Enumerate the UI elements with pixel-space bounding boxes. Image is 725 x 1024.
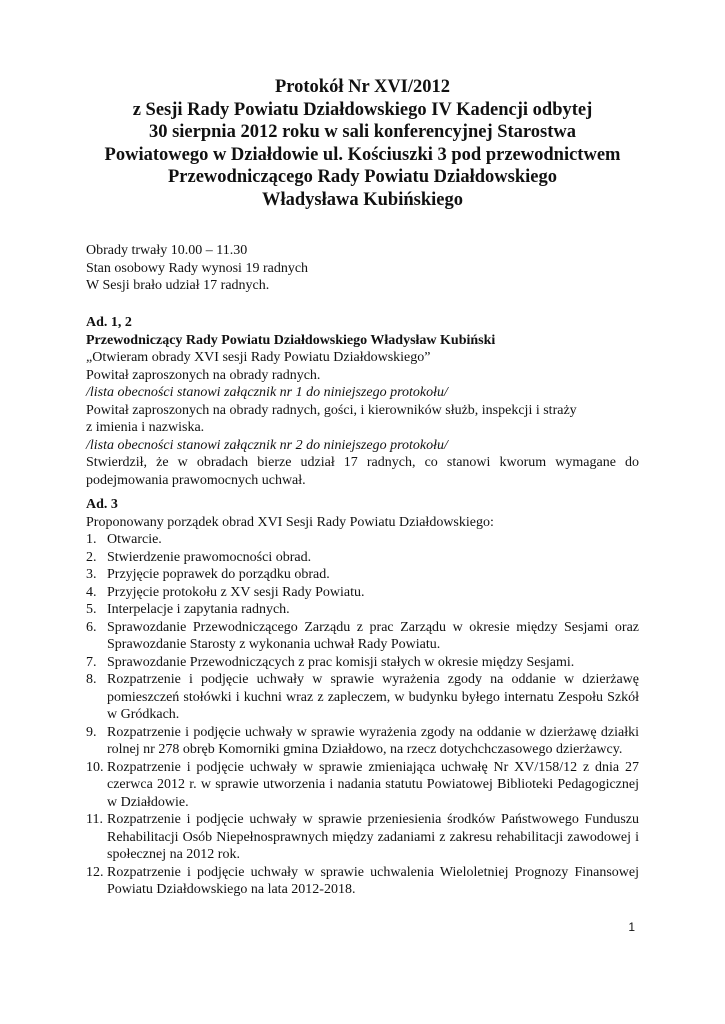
quorum-statement: Stwierdził, że w obradach bierze udział 17 radnych, co stanowi kworum wymagane do podejmowania prawomocnych uchwał.: [86, 455, 639, 488]
attendance-note: /lista obecności stanowi załącznik nr 1 do niniejszego protokołu/: [86, 385, 448, 400]
item-text: Rozpatrzenie i podjęcie uchwały w sprawie wyrażenia zgody na oddanie w dzierżawę pomieszczeń stołówki i kuchni wraz z zapleczem, w budynku byłego internatu Zespołu Szkół w Gródkach.: [107, 672, 639, 722]
list-item: [86, 671, 639, 724]
list-item: [86, 619, 639, 654]
title-line: Władysława Kubińskiego: [262, 189, 463, 210]
item-number: 9.: [86, 724, 97, 740]
session-duration: Obrady trwały 10.00 – 11.30: [86, 243, 248, 258]
greeting-text: z imienia i nazwiska.: [86, 420, 205, 435]
item-number: 4.: [86, 584, 97, 600]
session-attendance: W Sesji brało udział 17 radnych.: [86, 278, 270, 293]
item-number: 5.: [86, 602, 97, 617]
title-line: 30 sierpnia 2012 roku w sali konferencyjnej Starostwa: [148, 122, 577, 142]
item-number: 12.: [86, 864, 104, 880]
item-text: Sprawozdanie Przewodniczących z prac komisji stałych w okresie między Sesjami.: [107, 654, 575, 670]
greeting-text: Powitał zaproszonych na obrady radnych, gości, i kierowników służb, inspekcji i straży: [86, 402, 577, 418]
attendance-note: /lista obecności stanowi załącznik nr 2 do niniejszego protokołu/: [86, 437, 448, 453]
opening-quote: „Otwieram obrady XVI sesji Rady Powiatu Działdowskiego”: [86, 350, 431, 365]
item-number: 11.: [86, 812, 103, 827]
item-number: 3.: [86, 567, 97, 582]
item-text: Rozpatrzenie i podjęcie uchwały w sprawie zmieniająca uchwałę Nr XV/158/12 z dnia 27 czerwca 2012 r. w sprawie utworzenia i nadania statutu Powiatowej Biblioteki Pedagogicznej w Działdowie.: [107, 759, 639, 810]
page-number: 1: [628, 920, 635, 934]
item-text: Stwierdzenie prawomocności obrad.: [107, 549, 312, 565]
agenda-list: [86, 531, 639, 899]
item-number: 6.: [86, 619, 97, 635]
agenda-intro: Proponowany porządek obrad XVI Sesji Rady Powiatu Działdowskiego:: [86, 514, 494, 530]
greeting-text: Powitał zaproszonych na obrady radnych.: [86, 367, 321, 383]
title-line: z Sesji Rady Powiatu Działdowskiego IV Kadencji odbytej: [132, 99, 593, 120]
list-item: [86, 811, 639, 864]
item-number: 10.: [86, 759, 104, 775]
protocol-title: [60, 76, 665, 211]
title-line: Powiatowego w Działdowie ul. Kościuszki 3 pod przewodnictwem: [104, 144, 621, 165]
item-number: 1.: [86, 532, 97, 547]
section-heading: Ad. 1, 2: [86, 315, 132, 330]
session-meta: [86, 242, 639, 295]
item-text: Rozpatrzenie i podjęcie uchwały w sprawie uchwalenia Wieloletniej Prognozy Finansowej Powiatu Działdowskiego na lata 2012-2018.: [107, 864, 639, 897]
list-item: [86, 549, 639, 567]
list-item: [86, 759, 639, 812]
item-text: Sprawozdanie Przewodniczącego Zarządu z prac Zarządu w okresie między Sesjami oraz Sprawozdanie Starosty z wykonania uchwał Rady Powiatu.: [107, 619, 639, 652]
council-staff: Stan osobowy Rady wynosi 19 radnych: [86, 260, 309, 276]
item-number: 7.: [86, 654, 97, 670]
list-item: [86, 566, 639, 584]
title-line: Przewodniczącego Rady Powiatu Działdowskiego: [168, 167, 557, 187]
item-number: 2.: [86, 549, 97, 565]
item-text: Przyjęcie protokołu z XV sesji Rady Powiatu.: [107, 584, 365, 600]
title-line: Protokół Nr XVI/2012: [274, 77, 451, 97]
item-text: Rozpatrzenie i podjęcie uchwały w sprawie przeniesienia środków Państwowego Funduszu Rehabilitacji Osób Niepełnosprawnych między zadaniami z zakresu rehabilitacji zawodowej i społecznej na 2012 rok.: [107, 812, 639, 862]
list-item: [86, 601, 639, 619]
item-text: Przyjęcie poprawek do porządku obrad.: [107, 567, 330, 582]
section-ad-3: [86, 496, 639, 899]
item-number: 8.: [86, 672, 97, 687]
list-item: [86, 584, 639, 602]
item-text: Rozpatrzenie i podjęcie uchwały w sprawie wyrażenia zgody na oddanie w dzierżawę działki rolnej nr 278 obręb Komorniki gmina Działdowo, na rzecz dotychchczasowego dzierżawcy.: [107, 724, 639, 757]
list-item: [86, 724, 639, 759]
section-heading: Ad. 3: [86, 497, 118, 512]
item-text: Otwarcie.: [107, 532, 162, 547]
list-item: [86, 531, 639, 549]
item-text: Interpelacje i zapytania radnych.: [107, 602, 290, 617]
section-ad-1-2: [86, 314, 639, 489]
speaker-name: Przewodniczący Rady Powiatu Działdowskiego Władysław Kubiński: [86, 332, 496, 348]
list-item: [86, 864, 639, 899]
list-item: [86, 654, 639, 672]
